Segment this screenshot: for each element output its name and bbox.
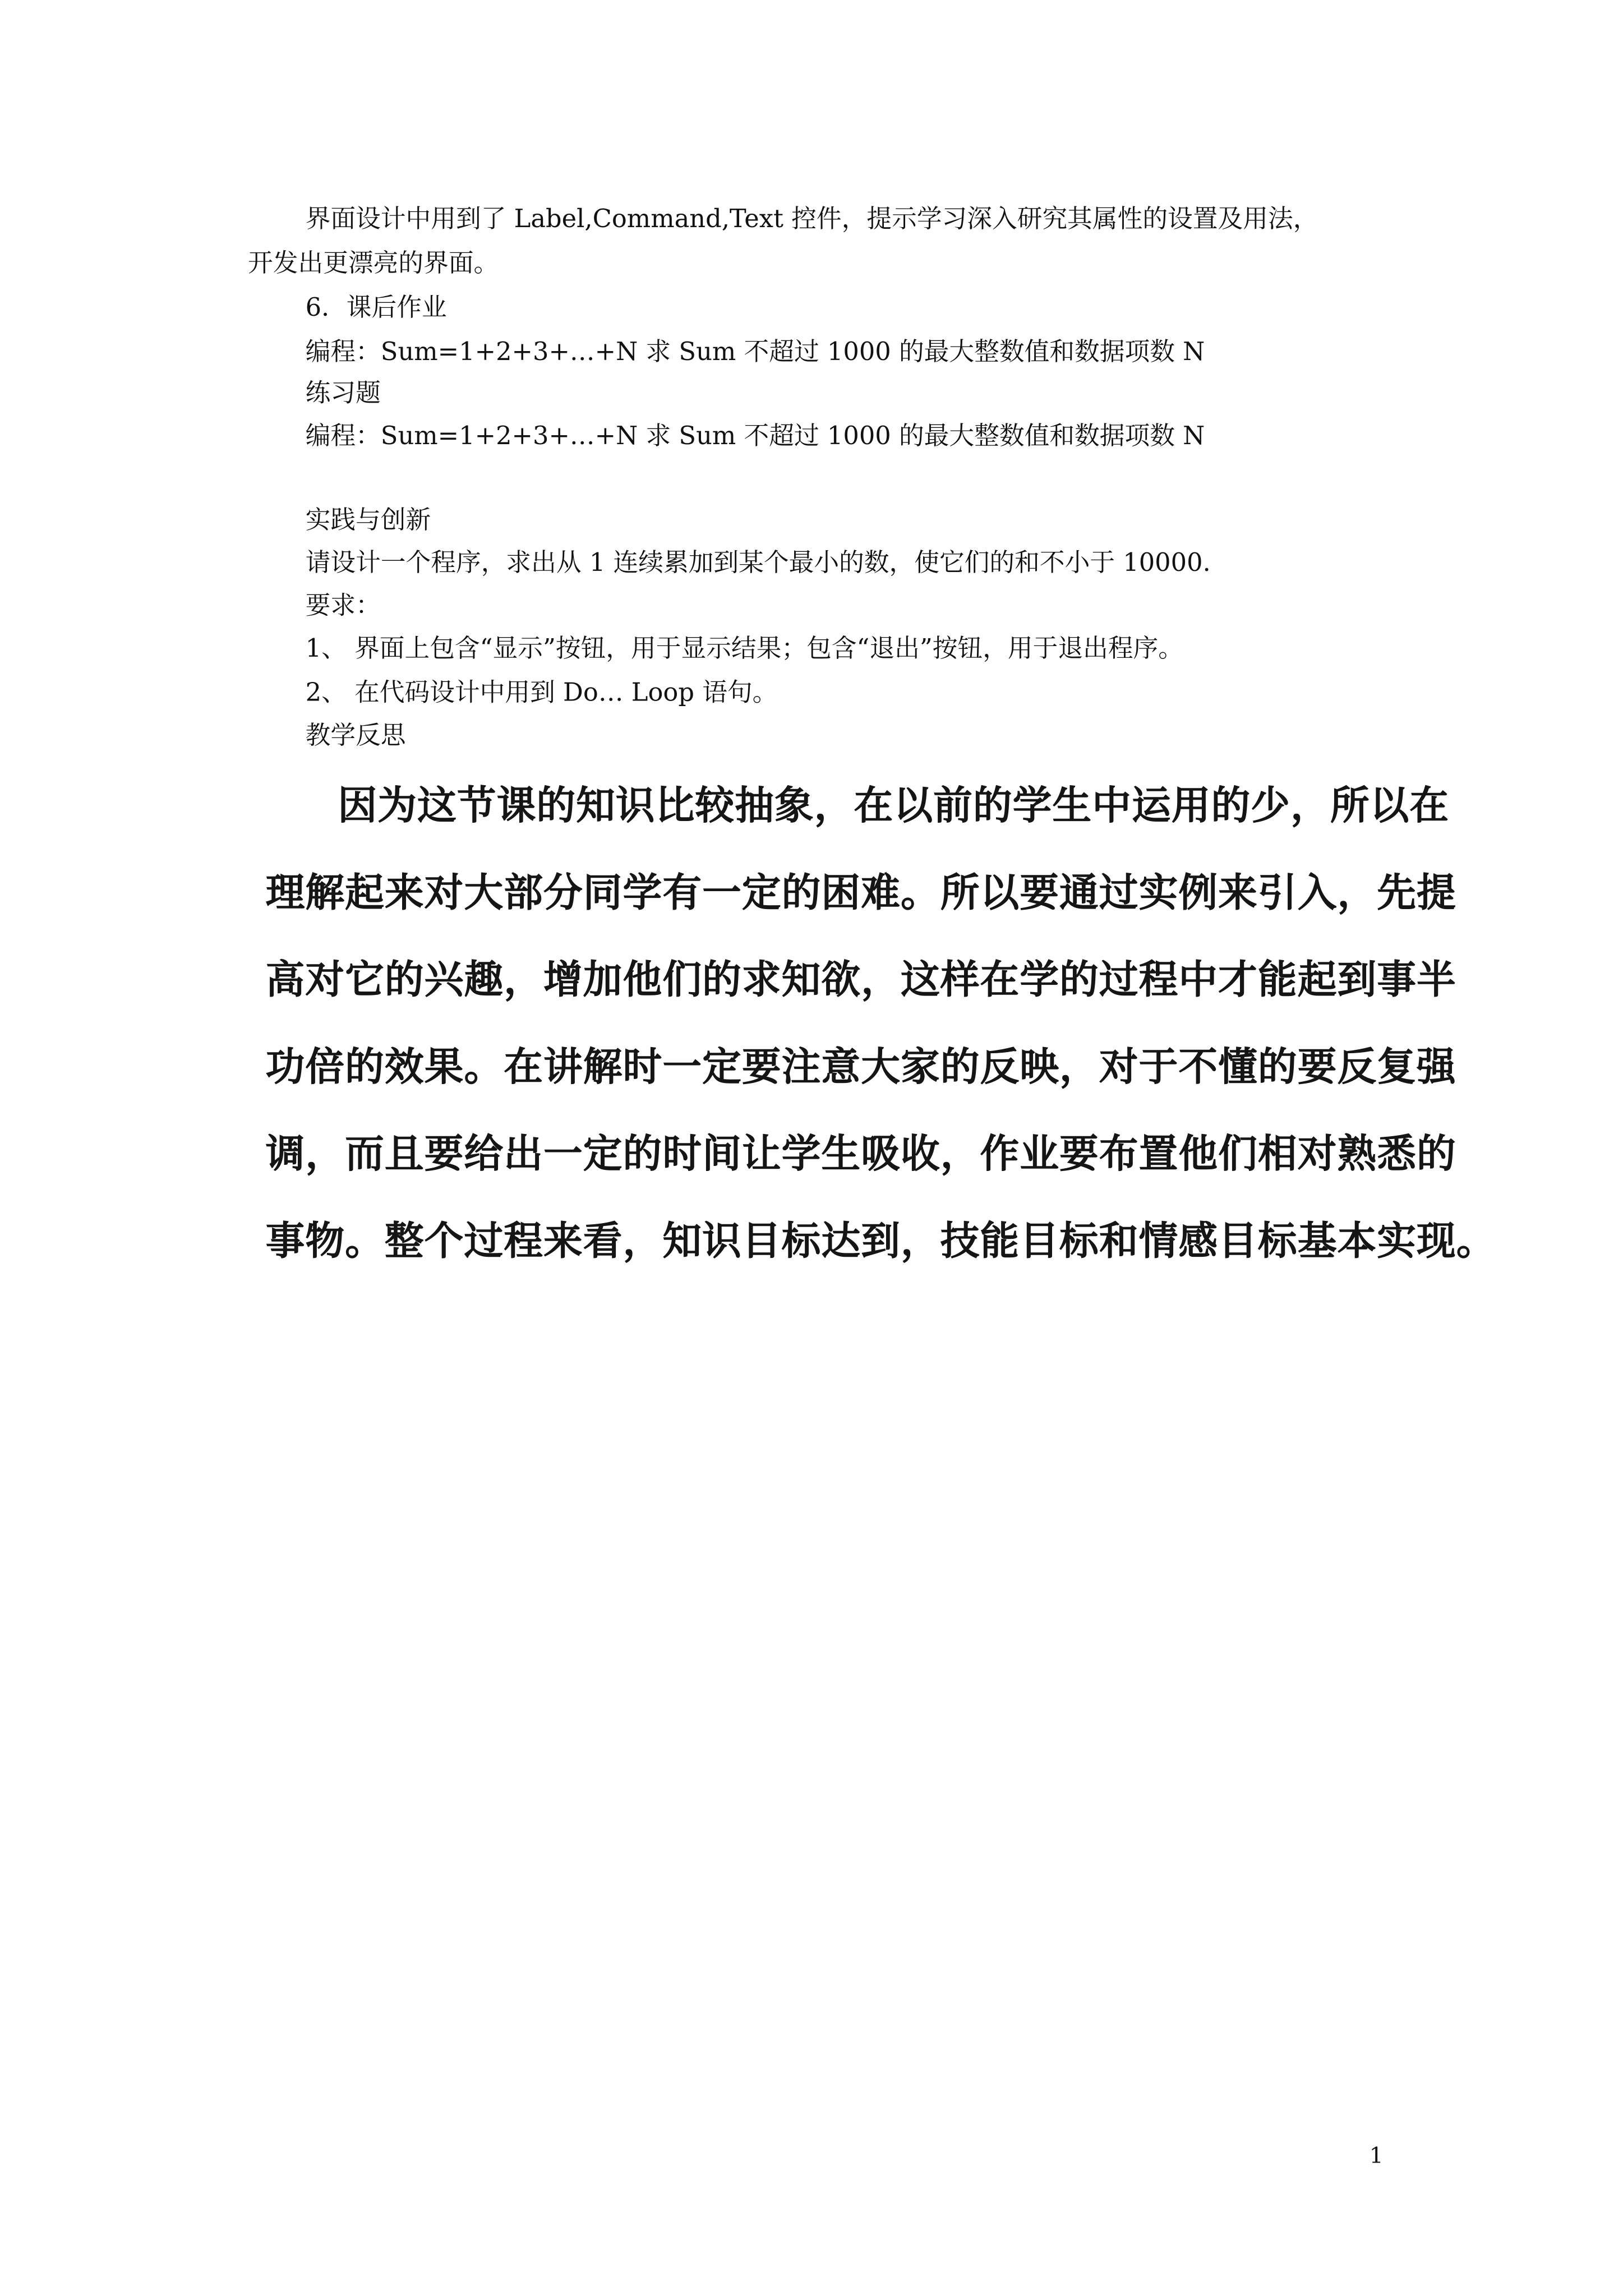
practice-heading: 实践与创新	[305, 506, 431, 536]
practice-line: 请设计一个程序，求出从 1 连续累加到某个最小的数，使它们的和不小于 10000.	[305, 548, 1211, 579]
page-number: 1	[1369, 2142, 1384, 2169]
requirement-item: 1、 界面上包含“显示”按钮，用于显示结果；包含“退出”按钮，用于退出程序。	[305, 634, 1184, 664]
reflection-line: 因为这节课的知识比较抽象，在以前的学生中运用的少，所以在	[338, 783, 1450, 829]
exercise-line: 编程：Sum=1+2+3+…+N 求 Sum 不超过 1000 的最大整数值和数据项数 N	[305, 422, 1205, 452]
paragraph-line: 开发出更漂亮的界面。	[248, 249, 499, 279]
exercise-heading: 练习题	[305, 379, 381, 409]
homework-line: 编程：Sum=1+2+3+…+N 求 Sum 不超过 1000 的最大整数值和数据项数 N	[305, 338, 1205, 368]
paragraph-line: 界面设计中用到了 Label,Command,Text 控件，提示学习深入研究其属性的设置及用法，	[305, 205, 1318, 235]
reflection-heading: 教学反思	[305, 721, 406, 751]
reflection-line: 事物。整个过程来看，知识目标达到，技能目标和情感目标基本实现。	[265, 1219, 1496, 1265]
reflection-line: 功倍的效果。在讲解时一定要注意大家的反映，对于不懂的要反复强	[265, 1044, 1456, 1091]
reflection-line: 调，而且要给出一定的时间让学生吸收，作业要布置他们相对熟悉的	[265, 1131, 1456, 1178]
reflection-line: 理解起来对大部分同学有一定的困难。所以要通过实例来引入，先提	[265, 870, 1456, 916]
requirement-item: 2、 在代码设计中用到 Do… Loop 语句。	[305, 679, 778, 708]
section-heading: 6．课后作业	[305, 293, 447, 324]
requirements-heading: 要求：	[305, 592, 381, 621]
reflection-line: 高对它的兴趣，增加他们的求知欲，这样在学的过程中才能起到事半	[265, 957, 1456, 1004]
